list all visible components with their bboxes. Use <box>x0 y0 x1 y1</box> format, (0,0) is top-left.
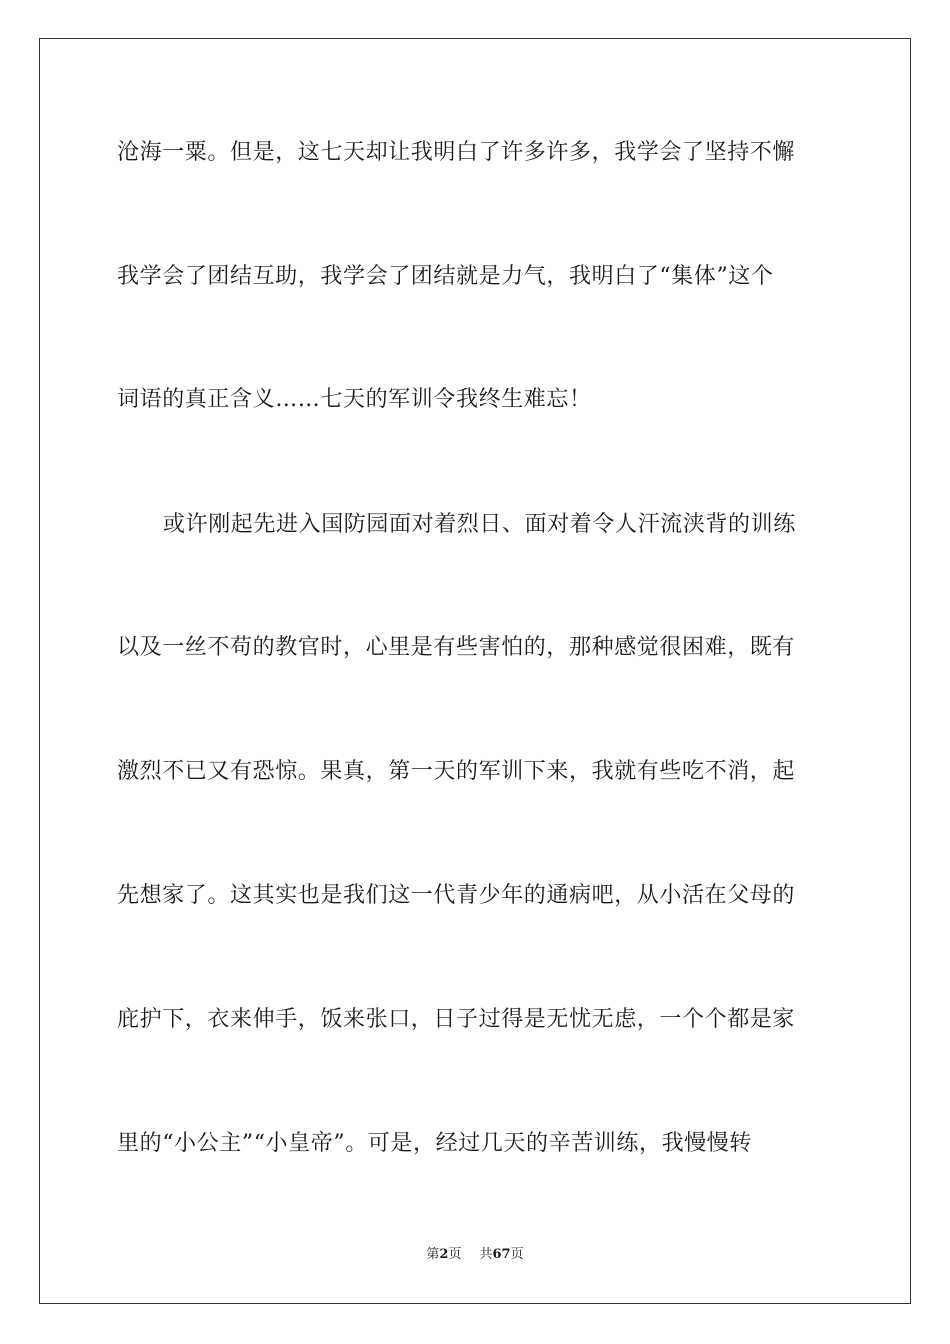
text-line-9: 里的“小公主”“小皇帝”。可是，经过几天的辛苦训练，我慢慢转 <box>117 1131 752 1156</box>
text-line-5: 以及一丝不苟的教官时，心里是有些害怕的，那种感觉很困难，既有 <box>117 635 796 660</box>
total-prefix: 共 <box>479 1247 493 1262</box>
total-pages: 67 <box>492 1247 511 1262</box>
text-line-6: 激烈不已又有恐惊。果真，第一天的军训下来，我就有些吃不消，起 <box>117 759 796 784</box>
text-line-7: 先想家了。这其实也是我们这一代青少年的通病吧，从小活在父母的 <box>117 883 796 908</box>
text-line-2: 我学会了团结互助，我学会了团结就是力气，我明白了“集体”这个 <box>117 264 774 289</box>
page-suffix: 页 <box>448 1247 462 1262</box>
page-number: 2 <box>439 1247 449 1262</box>
text-line-1: 沧海一粟。但是，这七天却让我明白了许多许多，我学会了坚持不懈 <box>117 140 796 165</box>
text-line-8: 庇护下，衣来伸手，饭来张口，日子过得是无忧无虑，一个个都是家 <box>117 1007 796 1032</box>
page-border <box>39 38 911 1304</box>
text-line-3: 词语的真正含义……七天的军训令我终生难忘！ <box>117 387 592 412</box>
text-line-4: 或许刚起先进入国防园面对着烈日、面对着令人汗流浃背的训练 <box>163 512 796 537</box>
total-suffix: 页 <box>510 1247 524 1262</box>
page-footer <box>0 1246 950 1264</box>
page-prefix: 第 <box>426 1247 440 1262</box>
